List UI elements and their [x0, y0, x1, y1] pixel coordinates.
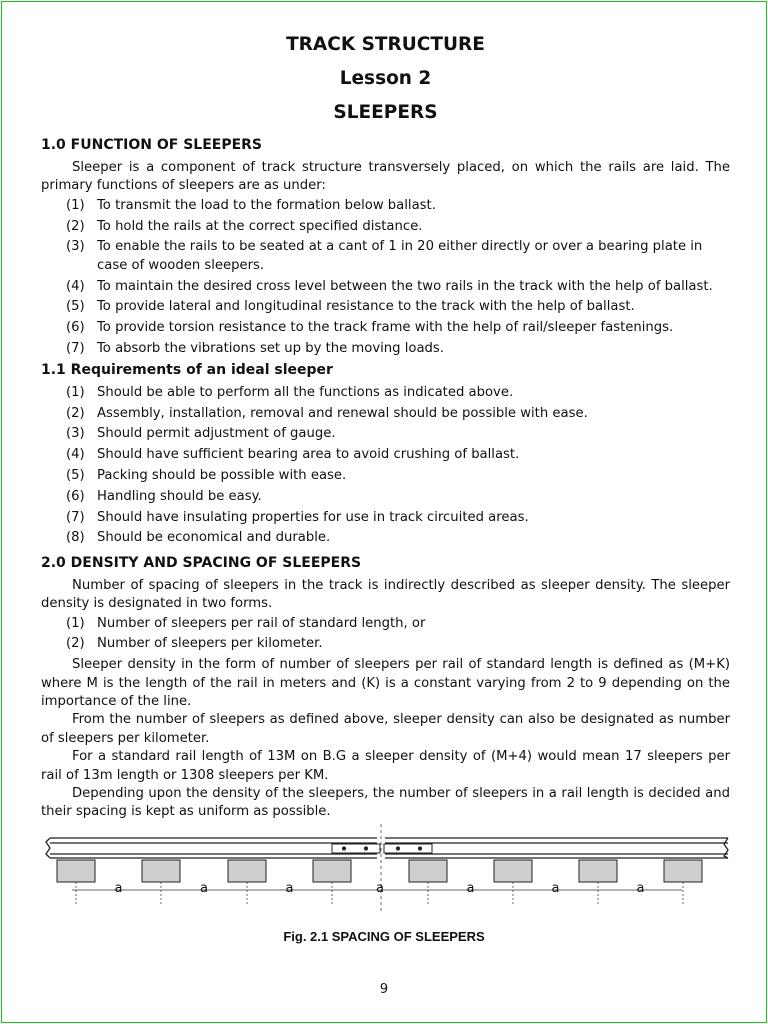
list-item	[41, 615, 730, 633]
list-text: Should be economical and durable.	[97, 530, 331, 546]
lesson-title: Lesson 2	[339, 68, 432, 89]
paragraph: Depending upon the density of the sleepers, the number of sleepers in a rail length is decided and their spacing is kept as uniform as possible.	[41, 786, 730, 820]
list-text: Should have insulating properties for use in track circuited areas.	[97, 509, 529, 525]
sleeper	[494, 860, 532, 882]
list-text: Assembly, installation, removal and renewal should be possible with ease.	[97, 405, 588, 421]
density-forms-list	[41, 615, 730, 654]
list-number: (2)	[66, 405, 85, 421]
topic-title: SLEEPERS	[333, 102, 438, 123]
list-item	[41, 384, 730, 402]
list-text: Number of sleepers per rail of standard length, or	[97, 615, 426, 631]
list-number: (8)	[66, 530, 85, 546]
fishplate	[332, 844, 432, 853]
list-number: (5)	[66, 299, 85, 315]
list-text: Should have sufficient bearing area to avoid crushing of ballast.	[97, 447, 520, 463]
list-text: To maintain the desired cross level between the two rails in the track with the help of ballast.	[97, 278, 713, 294]
document-body	[41, 28, 730, 822]
list-text: To provide torsion resistance to the track frame with the help of rail/sleeper fastenings.	[97, 320, 674, 336]
list-text: Handling should be easy.	[97, 488, 262, 504]
list-text: To transmit the load to the formation below ballast.	[97, 197, 436, 213]
list-number: (7)	[66, 341, 85, 356]
list-number: (3)	[66, 426, 85, 442]
paragraph: From the number of sleepers as defined above, sleeper density can also be designated as number of sleepers per kilometer.	[41, 712, 730, 746]
list-item	[41, 425, 730, 443]
list-number: (5)	[66, 467, 85, 483]
list-number: (3)	[66, 239, 85, 255]
list-item	[41, 340, 730, 358]
list-number: (2)	[66, 636, 85, 652]
page	[1, 1, 767, 1023]
list-item	[41, 488, 730, 506]
list-number: (1)	[66, 197, 85, 213]
list-item	[41, 278, 730, 296]
section-2-0-intro: Number of spacing of sleepers in the track is indirectly described as sleeper density. The sleeper density is designated in two forms.	[41, 577, 730, 612]
list-text: Number of sleepers per kilometer.	[97, 636, 323, 652]
list-item	[41, 197, 730, 215]
paragraph: Sleeper density in the form of number of sleepers per rail of standard length is defined as (M+K) where M is the length of the rail in meters and (K) is a constant varying from 2 to 9 depending on the importance of the line.	[41, 657, 730, 709]
list-number: (4)	[66, 447, 85, 463]
list-number: (6)	[66, 488, 85, 504]
list-item	[41, 405, 730, 423]
list-item	[41, 446, 730, 464]
list-number: (7)	[66, 509, 85, 525]
spacing-label: a	[636, 881, 645, 896]
functions-list	[41, 197, 730, 359]
section-heading-1-1: 1.1 Requirements of an ideal sleeper	[41, 361, 333, 378]
paragraph: For a standard rail length of 13M on B.G a sleeper density of (M+4) would mean 17 sleepers per rail of 13m length or 1308 sleepers per KM.	[41, 749, 730, 783]
section-1-0-intro: Sleeper is a component of track structure transversely placed, on which the rails are laid. The primary functions of sleepers are as under:	[41, 160, 730, 194]
list-item	[41, 635, 730, 653]
list-text: To hold the rails at the correct specified distance.	[97, 218, 423, 234]
sleeper	[409, 860, 447, 882]
figure-caption: Fig. 2.1 SPACING OF SLEEPERS	[283, 929, 485, 944]
dimension-labels	[115, 881, 645, 896]
list-text: To absorb the vibrations set up by the moving loads.	[97, 341, 444, 356]
list-item	[41, 238, 730, 275]
spacing-label: a	[114, 881, 123, 896]
list-number: (2)	[66, 218, 85, 234]
list-number: (1)	[66, 384, 85, 400]
section-heading-2-0: 2.0 DENSITY AND SPACING OF SLEEPERS	[41, 554, 362, 571]
sleeper-spacing-figure	[42, 824, 732, 914]
sleeper	[664, 860, 702, 882]
list-number: (4)	[66, 278, 85, 294]
list-text: Packing should be possible with ease.	[97, 467, 347, 483]
list-item	[41, 467, 730, 485]
list-text: To provide lateral and longitudinal resistance to the track with the help of ballast.	[97, 299, 635, 315]
section-heading-1-0: 1.0 FUNCTION OF SLEEPERS	[41, 137, 263, 153]
spacing-label: a	[285, 881, 294, 896]
list-item	[41, 509, 730, 527]
requirements-list	[41, 384, 730, 548]
spacing-label: a	[551, 881, 560, 896]
spacing-label: a	[376, 881, 384, 896]
sleepers	[57, 860, 702, 882]
sleeper	[228, 860, 266, 882]
spacing-label: a	[200, 881, 208, 896]
list-text: To enable the rails to be seated at a cant of 1 in 20 either directly or over a bearing plate in case of wooden sleepers.	[97, 239, 703, 273]
doc-title: TRACK STRUCTURE	[286, 34, 485, 55]
list-item	[41, 298, 730, 316]
list-number: (6)	[66, 320, 85, 336]
list-text: Should be able to perform all the functions as indicated above.	[97, 384, 514, 400]
list-number: (1)	[66, 615, 85, 631]
list-item	[41, 218, 730, 236]
list-item	[41, 529, 730, 547]
sleeper	[313, 860, 351, 882]
spacing-label: a	[466, 881, 475, 896]
list-text: Should permit adjustment of gauge.	[97, 426, 336, 442]
sleeper	[57, 860, 95, 882]
sleeper	[142, 860, 180, 882]
list-item	[41, 319, 730, 337]
sleeper	[579, 860, 617, 882]
page-number: 9	[379, 982, 389, 997]
